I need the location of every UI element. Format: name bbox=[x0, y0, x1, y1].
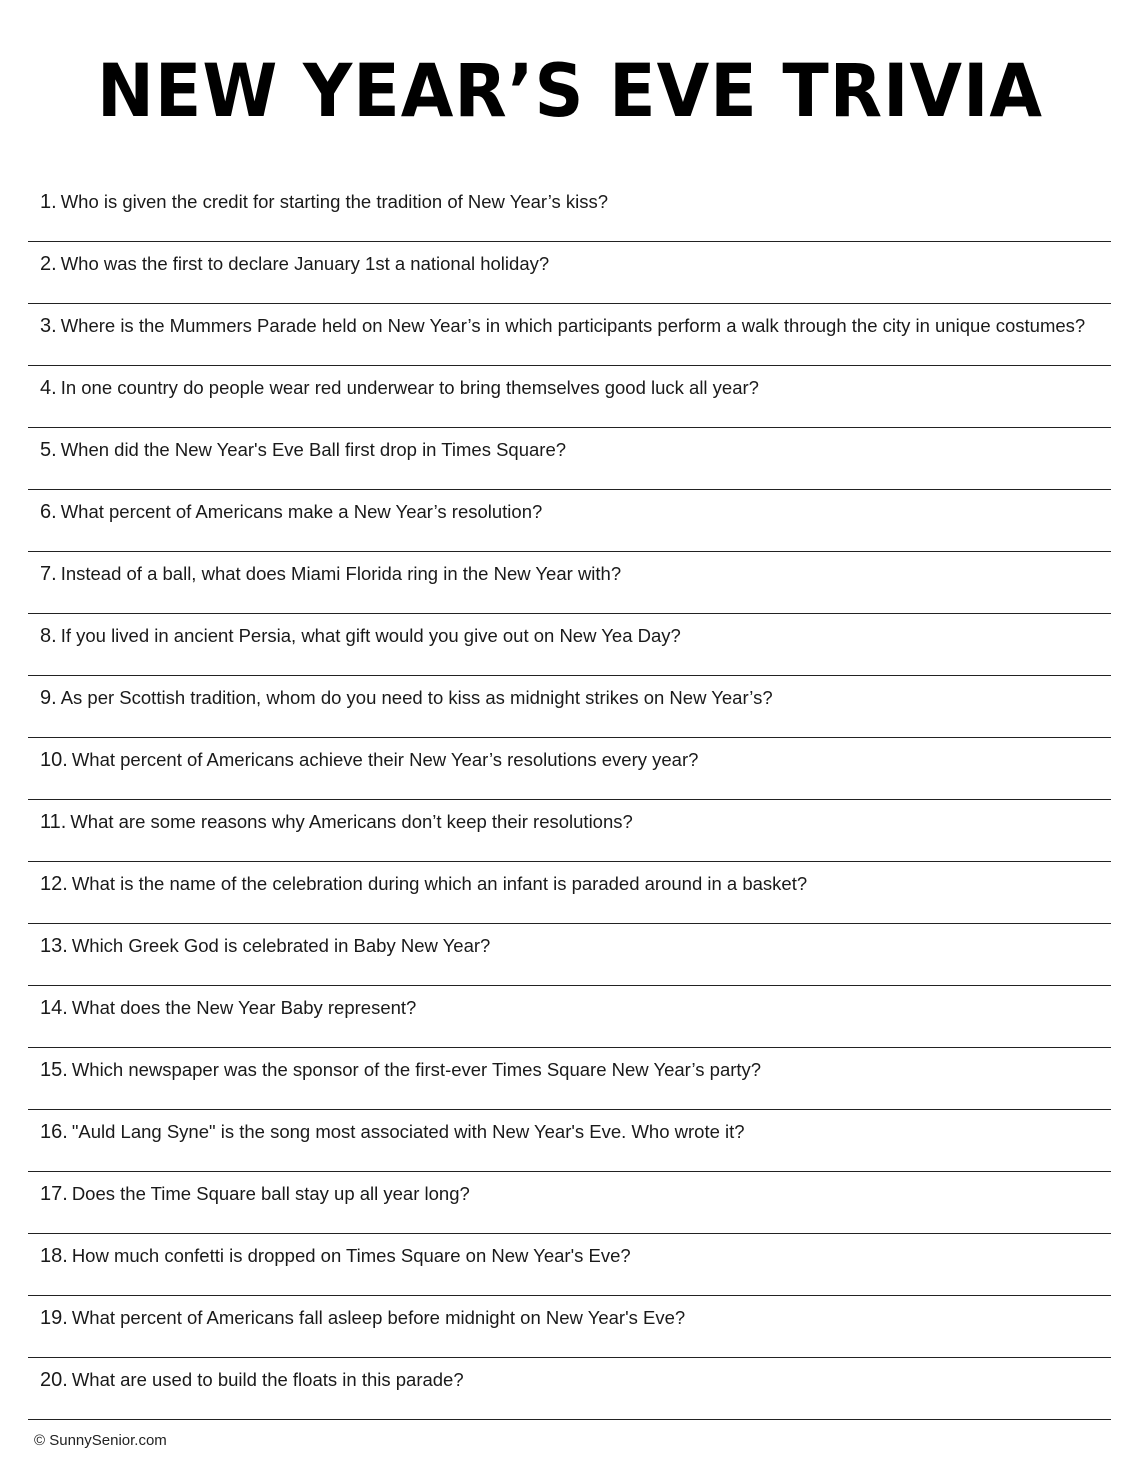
question-label: In one country do people wear red underwear to bring themselves good luck all year? bbox=[60, 377, 759, 398]
question-row bbox=[28, 242, 1111, 304]
question-text bbox=[40, 934, 490, 958]
question-label: Who is given the credit for starting the tradition of New Year’s kiss? bbox=[60, 191, 609, 212]
question-row bbox=[28, 1172, 1111, 1234]
question-label: Instead of a ball, what does Miami Florida ring in the New Year with? bbox=[60, 563, 622, 584]
question-text bbox=[40, 1368, 464, 1392]
question-label: What percent of Americans achieve their New Year’s resolutions every year? bbox=[71, 749, 699, 770]
question-number: 6. bbox=[40, 501, 57, 523]
question-number: 4. bbox=[40, 377, 57, 399]
question-row bbox=[28, 304, 1111, 366]
question-number: 14. bbox=[40, 997, 68, 1019]
question-label: "Auld Lang Syne" is the song most associated with New Year's Eve. Who wrote it? bbox=[71, 1121, 745, 1142]
copyright-footer: © SunnySenior.com bbox=[34, 1432, 167, 1449]
question-list bbox=[28, 180, 1111, 1420]
question-number: 8. bbox=[40, 625, 57, 647]
question-label: What are used to build the floats in this parade? bbox=[71, 1369, 464, 1390]
question-text bbox=[40, 252, 549, 276]
question-number: 3. bbox=[40, 315, 57, 337]
question-text bbox=[40, 500, 542, 524]
question-text bbox=[40, 748, 698, 772]
question-row bbox=[28, 490, 1111, 552]
question-number: 9. bbox=[40, 687, 57, 709]
question-label: What percent of Americans make a New Year’s resolution? bbox=[60, 501, 543, 522]
question-text bbox=[40, 314, 1085, 338]
question-row bbox=[28, 1234, 1111, 1296]
question-row bbox=[28, 676, 1111, 738]
question-row bbox=[28, 738, 1111, 800]
question-number: 5. bbox=[40, 439, 57, 461]
question-label: Which newspaper was the sponsor of the first-ever Times Square New Year’s party? bbox=[71, 1059, 762, 1080]
question-label: When did the New Year's Eve Ball first drop in Times Square? bbox=[60, 439, 567, 460]
question-row bbox=[28, 614, 1111, 676]
question-number: 15. bbox=[40, 1059, 68, 1081]
question-row bbox=[28, 428, 1111, 490]
question-label: Does the Time Square ball stay up all year long? bbox=[71, 1183, 470, 1204]
question-text bbox=[40, 872, 807, 896]
question-text bbox=[40, 438, 566, 462]
question-text bbox=[40, 190, 608, 214]
question-label: Which Greek God is celebrated in Baby New Year? bbox=[71, 935, 491, 956]
question-row bbox=[28, 862, 1111, 924]
question-number: 12. bbox=[40, 873, 68, 895]
question-row bbox=[28, 1110, 1111, 1172]
question-row bbox=[28, 1048, 1111, 1110]
question-number: 16. bbox=[40, 1121, 68, 1143]
question-number: 2. bbox=[40, 253, 57, 275]
question-row bbox=[28, 924, 1111, 986]
question-row bbox=[28, 366, 1111, 428]
question-row bbox=[28, 800, 1111, 862]
question-row bbox=[28, 552, 1111, 614]
question-row bbox=[28, 1296, 1111, 1358]
question-number: 13. bbox=[40, 935, 68, 957]
page-title: NEW YEAR’S EVE TRIVIA bbox=[96, 48, 1043, 135]
question-text bbox=[40, 996, 416, 1020]
question-text bbox=[40, 1120, 745, 1144]
question-text bbox=[40, 562, 621, 586]
question-label: What are some reasons why Americans don’t keep their resolutions? bbox=[70, 811, 633, 832]
question-text bbox=[40, 1182, 470, 1206]
question-number: 11. bbox=[40, 811, 67, 833]
question-number: 19. bbox=[40, 1307, 68, 1329]
question-row bbox=[28, 986, 1111, 1048]
question-label: How much confetti is dropped on Times Square on New Year's Eve? bbox=[71, 1245, 631, 1266]
question-text bbox=[40, 810, 633, 834]
question-label: If you lived in ancient Persia, what gift would you give out on New Yea Day? bbox=[60, 625, 681, 646]
question-text bbox=[40, 1244, 631, 1268]
question-text bbox=[40, 686, 773, 710]
question-number: 1. bbox=[40, 191, 57, 213]
question-label: What does the New Year Baby represent? bbox=[71, 997, 417, 1018]
question-number: 7. bbox=[40, 563, 57, 585]
question-label: As per Scottish tradition, whom do you need to kiss as midnight strikes on New Year’s? bbox=[60, 687, 773, 708]
question-text bbox=[40, 1058, 761, 1082]
question-number: 18. bbox=[40, 1245, 68, 1267]
question-number: 10. bbox=[40, 749, 68, 771]
question-number: 20. bbox=[40, 1369, 68, 1391]
question-number: 17. bbox=[40, 1183, 68, 1205]
question-row bbox=[28, 180, 1111, 242]
question-text bbox=[40, 376, 759, 400]
question-label: Who was the first to declare January 1st a national holiday? bbox=[60, 253, 550, 274]
question-label: What percent of Americans fall asleep before midnight on New Year's Eve? bbox=[71, 1307, 686, 1328]
question-row bbox=[28, 1358, 1111, 1420]
question-text bbox=[40, 1306, 685, 1330]
question-label: What is the name of the celebration during which an infant is paraded around in a basket? bbox=[71, 873, 808, 894]
question-label: Where is the Mummers Parade held on New Year’s in which participants perform a walk through the city in unique costumes? bbox=[60, 315, 1086, 336]
question-text bbox=[40, 624, 681, 648]
